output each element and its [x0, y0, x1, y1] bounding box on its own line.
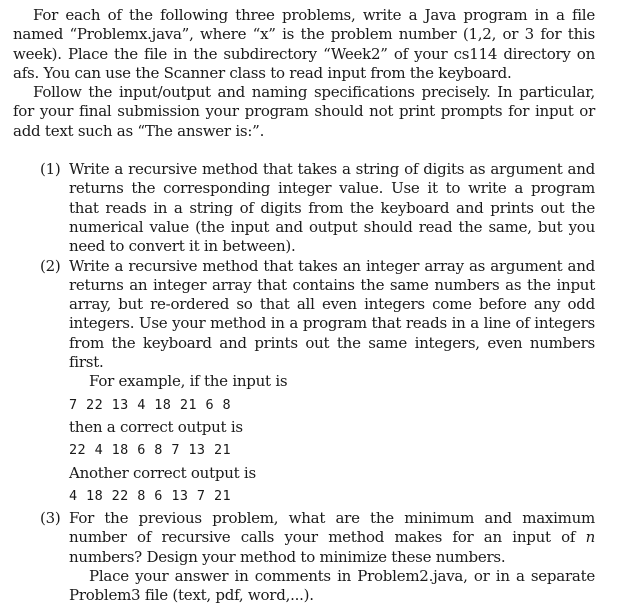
problem-item-3 [13, 509, 595, 605]
intro-paragraph-2: Follow the input/output and naming specifications precisely. In particular, for your final submission your program should not print prompts for input or add text such as “The answer is:”. [13, 83, 595, 140]
another-output-intro: Another correct output is [69, 463, 256, 482]
example-input: 7 22 13 4 18 21 6 8 [69, 396, 232, 413]
example-intro: For example, if the input is [89, 372, 288, 391]
problem-text-3 [69, 509, 595, 567]
assignment-document [13, 6, 595, 606]
problem-text-2: Write a recursive method that takes an integer array as argument and returns an integer array that contains the same numbers as the input array, but re-ordered so that all even integers come before any odd integers. Use your method in a program that reads in a line of integers from the keyboard and prints out the same integers, even numbers first. [69, 256, 595, 372]
output-intro: then a correct output is [69, 417, 243, 436]
answer-placement-text: Place your answer in comments in Problem2.java, or in a separate Problem3 file (text, pdf, word,...). [69, 567, 595, 605]
problem-text-1: Write a recursive method that takes a string of digits as argument and returns the corresponding integer value. Use it to write a program that reads in a string of digits from the keyboard and prints out the numerical value (the input and output should read the same, but you need to convert it in between). [69, 160, 595, 256]
another-example-output: 4 18 22 8 6 13 7 21 [69, 487, 232, 504]
problem-number-1: (1) [40, 160, 61, 179]
math-variable-n: n [585, 528, 595, 547]
example-output: 22 4 18 6 8 7 13 21 [69, 442, 232, 459]
problem-number-3: (3) [40, 509, 61, 528]
problem-text-3-before: For the previous problem, what are the minimum and maximum number of recursive calls your method makes for an input of [69, 509, 595, 547]
problem-text-3-after: numbers? Design your method to minimize these numbers. [69, 547, 506, 566]
intro-paragraph-1: For each of the following three problems, write a Java program in a file named “Problemx.java”, where “x” is the problem number (1,2, or 3 for this week). Place the file in the subdirectory “Week2” of your cs114 directory on afs. You can use the Scanner class to read input from the keyboard. [13, 6, 595, 82]
problem-item-1 [13, 160, 595, 256]
problem-list [13, 160, 595, 606]
problem-number-2: (2) [40, 256, 61, 275]
problem-item-2 [13, 257, 595, 507]
